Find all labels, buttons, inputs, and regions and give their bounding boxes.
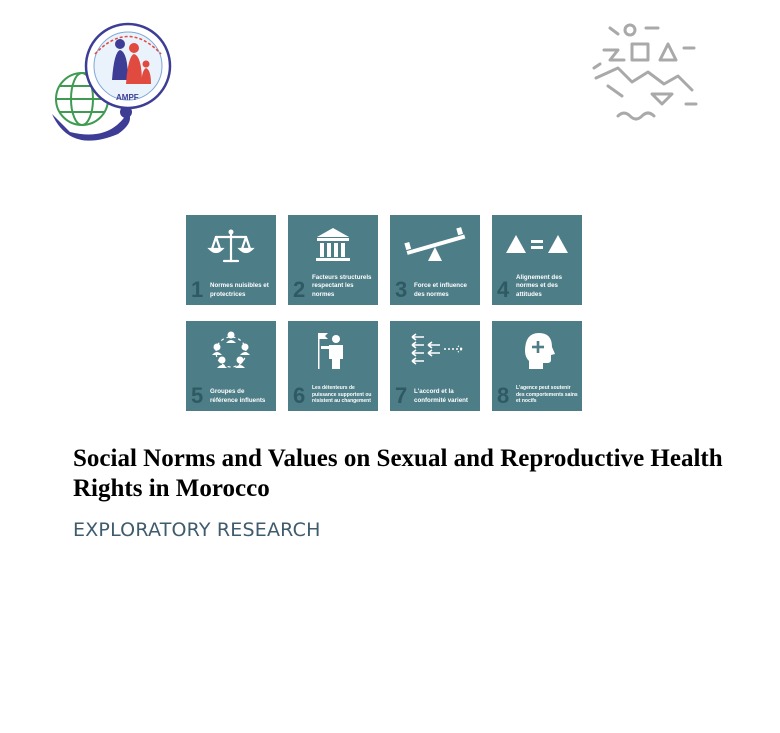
tile-label: Alignement des normes et des attitudes — [516, 273, 563, 298]
tile-label: Groupes de référence influents — [210, 388, 266, 404]
ampf-logo — [40, 14, 175, 149]
tile-2 — [288, 215, 378, 305]
group-circle-icon — [186, 327, 276, 375]
tile-number: 3 — [395, 277, 408, 302]
tile-label: Normes nuisibles et protectrices — [210, 282, 269, 298]
tile-label: Force et influence des normes — [414, 282, 467, 298]
tile-6 — [288, 321, 378, 411]
arrows-converge-icon — [390, 327, 480, 375]
tile-label: Les détenteurs de puissance supportent ou résistent au changement — [312, 384, 372, 405]
tile-number: 6 — [293, 383, 306, 408]
tile-number: 7 — [395, 383, 408, 408]
tile-3 — [390, 215, 480, 305]
social-norms-tiles-grid — [186, 215, 582, 411]
tile-7 — [390, 321, 480, 411]
scales-icon — [186, 221, 276, 269]
tile-1 — [186, 215, 276, 305]
document-subtitle: EXPLORATORY RESEARCH — [73, 519, 321, 541]
berber-symbols-logo — [588, 20, 706, 132]
tile-label: L'agence peut soutenir des comportements sains et nocifs — [516, 384, 578, 405]
document-title: Social Norms and Values on Sexual and Reproductive Health Rights in Morocco — [73, 445, 723, 502]
tile-number: 8 — [497, 383, 510, 408]
seesaw-icon — [390, 221, 480, 269]
svg-text:AMPF: AMPF — [116, 93, 139, 102]
head-plus-icon — [492, 327, 582, 375]
tile-number: 1 — [191, 277, 204, 302]
tile-4 — [492, 215, 582, 305]
triangle-equals-triangle-icon — [492, 221, 582, 269]
tile-number: 5 — [191, 383, 204, 408]
tile-number: 2 — [293, 277, 306, 302]
person-flag-icon — [288, 327, 378, 375]
tile-8 — [492, 321, 582, 411]
tile-5 — [186, 321, 276, 411]
tile-label: L'accord et la conformité varient — [414, 388, 468, 404]
institution-building-icon — [288, 221, 378, 269]
tile-number: 4 — [497, 277, 510, 302]
tile-label: Facteurs structurels respectant les normes — [312, 273, 372, 298]
